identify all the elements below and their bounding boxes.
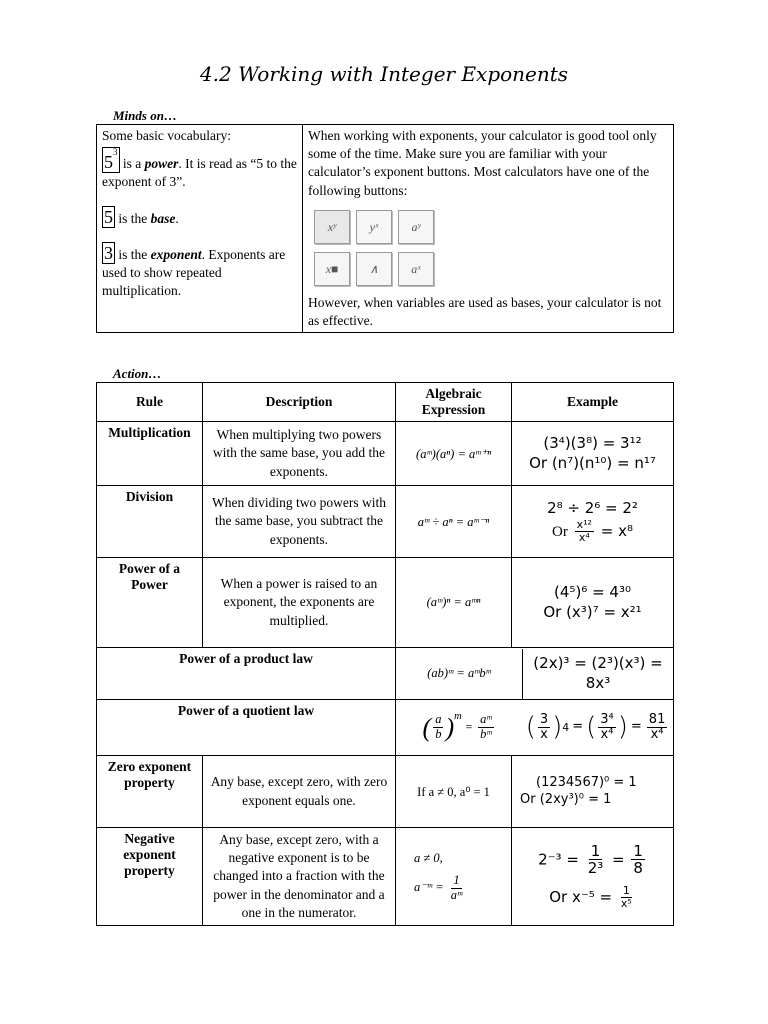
action-label: Action… (113, 366, 162, 381)
alg-power-of-quotient: ( $\frac{a}{b}$ ) $^m$ = $\frac{\text{aᵐ}}{\text{bᵐ}}$ (422, 710, 492, 742)
exponent-example-box: 3 (104, 242, 113, 263)
power-example-box: $5^3$ (104, 147, 118, 173)
power-of-quotient-cell (396, 700, 674, 756)
calculator-buttons-row-2 (314, 252, 668, 286)
vocab-cell (97, 125, 303, 333)
table-row (97, 828, 674, 926)
rule-multiplication: Multiplication (97, 422, 203, 486)
minds-on-label: Minds on… (113, 108, 177, 123)
example-division: 2⁸ ÷ 2⁶ = 2² Or $\frac{\text{x¹²}}{\text{x⁴}}$ = x⁸ (512, 486, 674, 558)
alg-zero-exponent: If a ≠ 0, a⁰ = 1 (396, 756, 512, 828)
table-row (97, 486, 674, 558)
desc-negative-exponent: Any base, except zero, with a negative exponent is to be changed into a fraction with the power in the denominator and a one in the numerator. (202, 828, 395, 926)
rules-header-row (97, 383, 674, 422)
table-row (97, 700, 674, 756)
calc-button-a-pow-y: aʸ (398, 210, 434, 244)
calc-button-a-pow-x: aˣ (398, 252, 434, 286)
desc-zero-exponent: Any base, except zero, with zero exponent equals one. (202, 756, 395, 828)
calculator-buttons-row-1 (314, 210, 668, 244)
alg-power-of-power: (aᵐ)ⁿ = aᵐⁿ (396, 558, 512, 648)
minds-on-table (96, 124, 674, 333)
example-power-of-product: (2x)³ = (2³)(x³) = 8x³ (533, 654, 663, 692)
calculator-intro: When working with exponents, your calculator is good tool only some of the time. Make sure you are familiar with your calculator’s exponent buttons. Most calculators have one of the following buttons: (308, 128, 657, 198)
exponent-rules-table (96, 382, 674, 926)
calc-button-x-pow-y: xʸ (314, 210, 350, 244)
exponent-definition: 3 is the exponent. Exponents are used to show repeated multiplication. (102, 242, 286, 299)
header-description: Description (202, 383, 395, 422)
base-definition: 5 is the base. (104, 206, 179, 227)
rule-zero-exponent: Zero exponent property (97, 756, 203, 828)
rule-power-of-quotient: Power of a quotient law (97, 700, 396, 756)
power-of-product-cell (396, 648, 674, 700)
table-row (97, 648, 674, 700)
header-example: Example (512, 383, 674, 422)
alg-power-of-product: (ab)ᵐ = aᵐbᵐ (396, 649, 523, 699)
calculator-cell (303, 125, 674, 333)
calculator-outro: However, when variables are used as bases, your calculator is not as effective. (308, 294, 662, 329)
desc-multiplication: When multiplying two powers with the same base, you add the exponents. (202, 422, 395, 486)
example-multiplication: (3⁴)(3⁸) = 3¹² Or (n⁷)(n¹⁰) = n¹⁷ (512, 422, 674, 486)
example-negative-exponent: 2⁻³ = $\frac{1}{\text{2³}}$ = $\frac{1}{8}$ Or x⁻⁵ = $\frac{1}{\text{x⁵}}$ (512, 828, 674, 926)
base-example-box: 5 (104, 206, 113, 227)
calc-button-y-pow-x: yˣ (356, 210, 392, 244)
alg-division: aᵐ ÷ aⁿ = aᵐ⁻ⁿ (396, 486, 512, 558)
calc-button-x-square: x■ (314, 252, 350, 286)
rule-power-of-power: Power of a Power (97, 558, 203, 648)
example-zero-exponent: (1234567)⁰ = 1 Or (2xy³)⁰ = 1 (512, 756, 674, 828)
header-algebraic: Algebraic Expression (396, 383, 512, 422)
table-row (97, 422, 674, 486)
example-power-of-quotient: ( $\frac{3}{x}$ ) 4 = ( $\frac{\text{3⁴}}{\text{x⁴}}$ ) = $\frac{81}{\text{x⁴}}$ (525, 711, 666, 742)
header-rule: Rule (97, 383, 203, 422)
alg-multiplication: (aᵐ)(aⁿ) = aᵐ⁺ⁿ (396, 422, 512, 486)
desc-power-of-power: When a power is raised to an exponent, the exponents are multiplied. (202, 558, 395, 648)
vocab-intro: Some basic vocabulary: (102, 128, 231, 143)
rule-power-of-product: Power of a product law (97, 648, 396, 700)
table-row (97, 558, 674, 648)
page-title: 4.2 Working with Integer Exponents (199, 62, 569, 86)
desc-division: When dividing two powers with the same base, you subtract the exponents. (202, 486, 395, 558)
rule-negative-exponent: Negative exponent property (97, 828, 203, 926)
table-row (97, 756, 674, 828)
calc-button-caret: ∧ (356, 252, 392, 286)
power-definition: $5^3$ is a power. It is read as “5 to the exponent of 3”. (102, 147, 297, 190)
rule-division: Division (97, 486, 203, 558)
alg-negative-exponent: a ≠ 0, a⁻ᵐ = $\frac{1}{\text{aᵐ}}$ (396, 828, 512, 926)
example-power-of-power: (4⁵)⁶ = 4³⁰ Or (x³)⁷ = x²¹ (512, 558, 674, 648)
